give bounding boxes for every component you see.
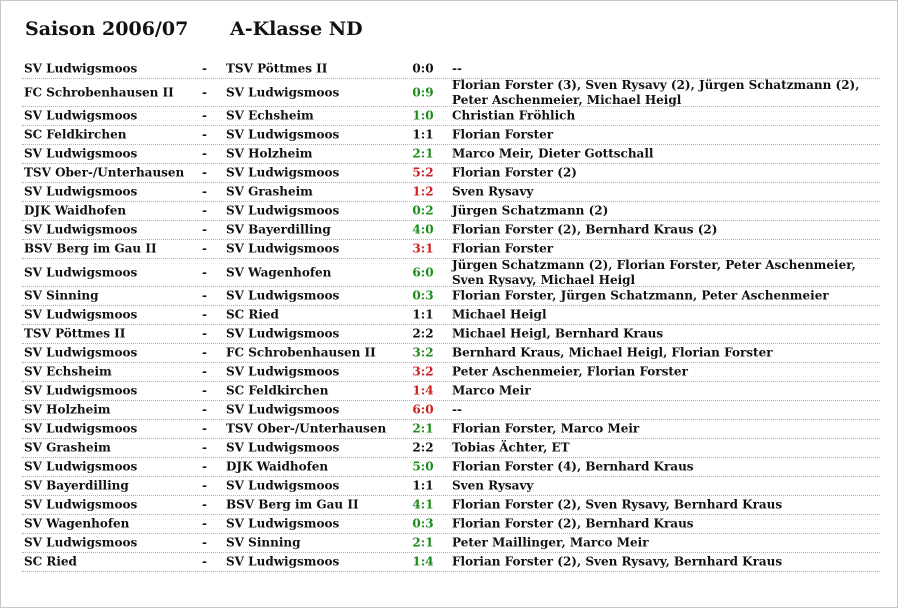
away-team: SV Ludwigsmoos — [226, 554, 340, 569]
match-row — [22, 420, 880, 439]
goal-scorers: Florian Forster (2), Bernhard Kraus — [452, 516, 694, 531]
match-score: 2:2 — [412, 440, 434, 455]
home-team: DJK Waidhofen — [24, 203, 127, 218]
separator-dash: - — [202, 307, 207, 322]
match-score: 1:2 — [412, 184, 434, 199]
home-team: SV Ludwigsmoos — [24, 307, 138, 322]
match-row — [22, 202, 880, 221]
goal-scorers: Sven Rysavy — [452, 478, 534, 493]
match-row — [22, 534, 880, 553]
match-row — [22, 401, 880, 420]
match-score: 2:1 — [412, 535, 434, 550]
match-score: 0:9 — [412, 85, 434, 99]
away-team: SC Ried — [226, 307, 279, 322]
away-team: SV Ludwigsmoos — [226, 326, 340, 341]
match-row — [22, 240, 880, 259]
goal-scorers: Peter Aschenmeier, Florian Forster — [452, 364, 688, 379]
match-score: 2:1 — [412, 421, 434, 436]
home-team: SV Ludwigsmoos — [24, 61, 138, 76]
home-team: SV Ludwigsmoos — [24, 108, 138, 123]
home-team: SC Ried — [24, 554, 77, 569]
separator-dash: - — [202, 345, 207, 360]
home-team: SV Ludwigsmoos — [24, 146, 138, 161]
goal-scorers: Tobias Ächter, ET — [452, 440, 570, 455]
away-team: SV Ludwigsmoos — [226, 203, 340, 218]
home-team: TSV Pöttmes II — [24, 326, 126, 341]
match-row — [22, 553, 880, 572]
away-team: SV Holzheim — [226, 146, 313, 161]
away-team: SV Ludwigsmoos — [226, 478, 340, 493]
separator-dash: - — [202, 535, 207, 550]
goal-scorers: Florian Forster, Jürgen Schatzmann, Peter Aschenmeier — [452, 288, 829, 303]
match-score: 1:0 — [412, 108, 434, 123]
home-team: SC Feldkirchen — [24, 127, 127, 142]
goal-scorers: Marco Meir — [452, 383, 531, 398]
goal-scorers: Michael Heigl — [452, 307, 547, 322]
match-score: 4:1 — [412, 497, 434, 512]
separator-dash: - — [202, 497, 207, 512]
home-team: SV Grasheim — [24, 440, 111, 455]
home-team: FC Schrobenhausen II — [24, 85, 174, 99]
goal-scorers: Marco Meir, Dieter Gottschall — [452, 146, 654, 161]
match-score: 3:1 — [412, 241, 434, 256]
goal-scorers: -- — [452, 402, 462, 417]
goal-scorers: Florian Forster, Marco Meir — [452, 421, 640, 436]
match-score: 2:1 — [412, 146, 434, 161]
league-title: A-Klasse ND — [230, 18, 363, 40]
away-team: SV Grasheim — [226, 184, 313, 199]
match-score: 3:2 — [412, 364, 434, 379]
goal-scorers: Florian Forster — [452, 241, 554, 256]
match-row — [22, 126, 880, 145]
match-score: 2:2 — [412, 326, 434, 341]
home-team: SV Ludwigsmoos — [24, 383, 138, 398]
match-row — [22, 325, 880, 344]
match-score: 1:1 — [412, 127, 434, 142]
separator-dash: - — [202, 203, 207, 218]
match-row — [22, 306, 880, 325]
away-team: TSV Ober-/Unterhausen — [226, 421, 387, 436]
home-team: SV Ludwigsmoos — [24, 184, 138, 199]
away-team: SV Bayerdilling — [226, 222, 331, 237]
separator-dash: - — [202, 146, 207, 161]
home-team: SV Ludwigsmoos — [24, 345, 138, 360]
away-team: FC Schrobenhausen II — [226, 345, 376, 360]
away-team: SV Ludwigsmoos — [226, 288, 340, 303]
goal-scorers: Florian Forster (2), Sven Rysavy, Bernhard Kraus — [452, 497, 783, 512]
home-team: SV Wagenhofen — [24, 516, 130, 531]
goal-scorers: Bernhard Kraus, Michael Heigl, Florian Forster — [452, 345, 773, 360]
match-row — [22, 221, 880, 240]
match-row — [22, 496, 880, 515]
separator-dash: - — [202, 440, 207, 455]
separator-dash: - — [202, 383, 207, 398]
match-score: 1:1 — [412, 307, 434, 322]
goal-scorers: Jürgen Schatzmann (2) — [452, 203, 609, 218]
separator-dash: - — [202, 127, 207, 142]
goal-scorers: Peter Maillinger, Marco Meir — [452, 535, 649, 550]
separator-dash: - — [202, 459, 207, 474]
match-row — [22, 287, 880, 306]
home-team: TSV Ober-/Unterhausen — [24, 165, 185, 180]
goal-scorers: Florian Forster (3), Sven Rysavy (2), Jürgen Schatzmann (2), Peter Aschenmeier, Michael Heigl — [452, 77, 860, 107]
match-score: 0:3 — [412, 516, 434, 531]
separator-dash: - — [202, 478, 207, 493]
match-score: 5:2 — [412, 165, 434, 180]
separator-dash: - — [202, 184, 207, 199]
home-team: SV Bayerdilling — [24, 478, 129, 493]
match-row — [22, 458, 880, 477]
away-team: SV Ludwigsmoos — [226, 85, 340, 99]
match-score: 6:0 — [412, 265, 434, 279]
goal-scorers: Sven Rysavy — [452, 184, 534, 199]
separator-dash: - — [202, 288, 207, 303]
match-row — [22, 439, 880, 458]
match-row — [22, 477, 880, 496]
away-team: SV Ludwigsmoos — [226, 516, 340, 531]
match-row — [22, 344, 880, 363]
away-team: SV Sinning — [226, 535, 301, 550]
match-row — [22, 363, 880, 382]
separator-dash: - — [202, 108, 207, 123]
match-table — [22, 60, 880, 572]
goal-scorers: Florian Forster (2), Sven Rysavy, Bernhard Kraus — [452, 554, 783, 569]
away-team: SV Ludwigsmoos — [226, 241, 340, 256]
separator-dash: - — [202, 402, 207, 417]
match-row — [22, 79, 880, 107]
home-team: SV Ludwigsmoos — [24, 421, 138, 436]
away-team: SV Wagenhofen — [226, 265, 332, 279]
away-team: SV Ludwigsmoos — [226, 364, 340, 379]
match-row — [22, 515, 880, 534]
match-score: 1:1 — [412, 478, 434, 493]
separator-dash: - — [202, 326, 207, 341]
home-team: SV Echsheim — [24, 364, 112, 379]
separator-dash: - — [202, 85, 207, 99]
home-team: SV Sinning — [24, 288, 99, 303]
match-score: 3:2 — [412, 345, 434, 360]
separator-dash: - — [202, 165, 207, 180]
goal-scorers: Michael Heigl, Bernhard Kraus — [452, 326, 664, 341]
away-team: TSV Pöttmes II — [226, 61, 328, 76]
match-row — [22, 382, 880, 401]
match-score: 0:3 — [412, 288, 434, 303]
match-row — [22, 60, 880, 79]
match-score: 5:0 — [412, 459, 434, 474]
match-score: 6:0 — [412, 402, 434, 417]
home-team: SV Ludwigsmoos — [24, 497, 138, 512]
match-score: 0:0 — [412, 61, 434, 76]
home-team: SV Ludwigsmoos — [24, 222, 138, 237]
match-score: 1:4 — [412, 383, 434, 398]
away-team: BSV Berg im Gau II — [226, 497, 359, 512]
away-team: SV Echsheim — [226, 108, 314, 123]
separator-dash: - — [202, 421, 207, 436]
goal-scorers: Florian Forster (2) — [452, 165, 577, 180]
home-team: SV Ludwigsmoos — [24, 265, 138, 279]
separator-dash: - — [202, 222, 207, 237]
match-score: 1:4 — [412, 554, 434, 569]
separator-dash: - — [202, 554, 207, 569]
away-team: SV Ludwigsmoos — [226, 440, 340, 455]
separator-dash: - — [202, 61, 207, 76]
match-row — [22, 145, 880, 164]
home-team: SV Ludwigsmoos — [24, 535, 138, 550]
separator-dash: - — [202, 516, 207, 531]
home-team: BSV Berg im Gau II — [24, 241, 157, 256]
goal-scorers: Florian Forster (2), Bernhard Kraus (2) — [452, 222, 718, 237]
match-row — [22, 183, 880, 202]
away-team: SV Ludwigsmoos — [226, 402, 340, 417]
match-row — [22, 259, 880, 287]
match-score: 0:2 — [412, 203, 434, 218]
page-header — [25, 18, 363, 40]
away-team: DJK Waidhofen — [226, 459, 329, 474]
season-title: Saison 2006/07 — [25, 18, 189, 40]
separator-dash: - — [202, 265, 207, 279]
away-team: SV Ludwigsmoos — [226, 127, 340, 142]
match-row — [22, 107, 880, 126]
match-score: 4:0 — [412, 222, 434, 237]
goal-scorers: Florian Forster — [452, 127, 554, 142]
goal-scorers: Florian Forster (4), Bernhard Kraus — [452, 459, 694, 474]
away-team: SC Feldkirchen — [226, 383, 329, 398]
away-team: SV Ludwigsmoos — [226, 165, 340, 180]
match-row — [22, 164, 880, 183]
goal-scorers: Christian Fröhlich — [452, 108, 576, 123]
goal-scorers: Jürgen Schatzmann (2), Florian Forster, Peter Aschenmeier, Sven Rysavy, Michael Heigl — [452, 257, 856, 287]
separator-dash: - — [202, 364, 207, 379]
home-team: SV Holzheim — [24, 402, 111, 417]
home-team: SV Ludwigsmoos — [24, 459, 138, 474]
separator-dash: - — [202, 241, 207, 256]
goal-scorers: -- — [452, 61, 462, 76]
